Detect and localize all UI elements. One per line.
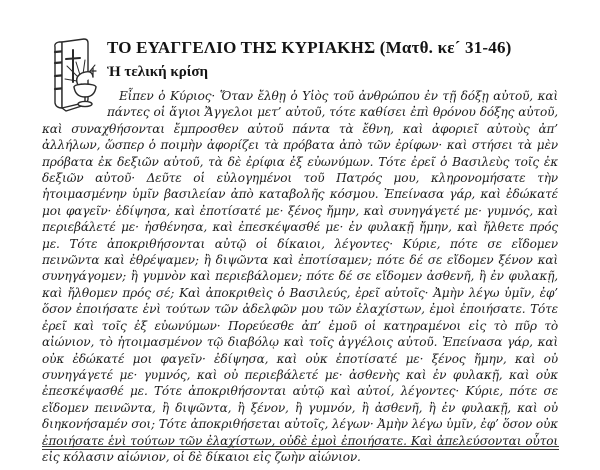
gospel-text: Εἶπεν ὁ Κύριος· Ὅταν ἔλθῃ ὁ Υἱὸς τοῦ ἀνθρώπου ἐν τῇ δόξῃ αὐτοῦ, καὶ πάντες οἱ ἅγιοι Ἄγγελοι μετ’ αὐτοῦ, τότε καθίσει ἐπὶ θρόνου δόξης αὐτοῦ, καὶ συναχθήσονται ἔμπροσθεν αὐτοῦ πάντα τὰ ἔθνη, καὶ ἀφοριεῖ αὐτοὺς ἀπ’ ἀλλήλων, ὥσπερ ὁ ποιμὴν ἀφορίζει τὰ πρόβατα ἀπὸ τῶν ἐρίφων· καὶ στήσει τὰ μὲν πρόβατα ἐκ δεξιῶν αὐτοῦ, τὰ δὲ ἐρίφια ἐξ εὐωνύμων. Τότε ἐρεῖ ὁ Βασιλεὺς τοῖς ἐκ δεξιῶν αὐτοῦ· Δεῦτε οἱ εὐλογημένοι τοῦ Πατρός μου, κληρονομήσατε τὴν ἡτοιμασμένην ὑμῖν βασιλείαν ἀπὸ καταβολῆς κόσμου. Ἐπείνασα γάρ, καὶ ἐδώκατέ μοι φαγεῖν· ἐδίψησα, καὶ ἐποτίσατέ με· ξένος ἤμην, καὶ συνηγάγετέ με· γυμνός, καὶ περιεβάλετέ με· ἠσθένησα, καὶ ἐπεσκέψασθέ με· ἐν φυλακῇ ἤμην, καὶ ἤλθετε πρός με. Τότε ἀποκριθήσονται αὐτῷ οἱ δίκαιοι, λέγοντες· Κύριε, πότε σε εἴδομεν πεινῶντα καὶ ἐθρέψαμεν; ἢ διψῶντα καὶ ἐποτίσαμεν; πότε δέ σε εἴδομεν ξένον καὶ συνηγάγομεν; ἢ γυμνὸν καὶ περιεβάλομεν; πότε δέ σε εἴδομεν ἀσθενῆ, ἢ ἐν φυλακῇ, καὶ ἤλθομεν πρός σέ; Καὶ ἀποκριθεὶς ὁ Βασιλεύς, ἐρεῖ αὐτοῖς· Ἀμὴν λέγω ὑμῖν, ἐφ’ ὅσον ἐποιήσατε ἑνὶ τούτων τῶν ἀδελφῶν μου τῶν ἐλαχίστων, ἐμοὶ ἐποιήσατε. Τότε ἐρεῖ καὶ τοῖς ἐξ εὐωνύμων· Πορεύεσθε ἀπ’ ἐμοῦ οἱ κατηραμένοι εἰς τὸ πῦρ τὸ αἰώνιον, τὸ ἡτοιμασμένον τῷ διαβόλῳ καὶ τοῖς ἀγγέλοις αὐτοῦ. Ἐπείνασα γάρ, καὶ οὐκ ἐδώκατέ μοι φαγεῖν· ἐδίψησα, καὶ οὐκ ἐποτίσατέ με· ξένος ἤμην, καὶ οὐ συνηγάγετέ με· γυμνός, καὶ οὐ περιεβάλετέ με· ἀσθενὴς καὶ ἐν φυλακῇ, καὶ οὐκ ἐπεσκέψασθέ με. Τότε ἀποκριθήσονται αὐτῷ καὶ αὐτοί, λέγοντες· Κύριε, πότε σε εἴδομεν πεινῶντα, ἢ διψῶντα, ἢ ξένον, ἢ γυμνόν, ἢ ἀσθενῆ, ἢ ἐν φυλακῇ, καὶ οὐ διηκονήσαμέν σοι; Τότε ἀποκριθήσεται αὐτοῖς, λέγων· Ἀμὴν λέγω ὑμῖν, ἐφ’ ὅσον οὐκ ἐποιήσατε ἑνὶ τούτων τῶν ἐλαχίστων, οὐδὲ ἐμοὶ ἐποιήσατε. Καὶ ἀπελεύσονται οὗτοι εἰς κόλασιν αἰώνιον, οἱ δὲ δίκαιοι εἰς ζωὴν αἰώνιον. — [42, 89, 558, 464]
gospel-book-and-vigil-lamp-icon — [48, 37, 98, 115]
bottom-double-rule — [42, 446, 559, 450]
page-subtitle: Ἡ τελική κρίση — [107, 64, 209, 80]
page-title: ΤΟ ΕΥΑΓΓΕΛΙΟ ΤΗΣ ΚΥΡΙΑΚΗΣ (Ματθ. κε´ 31-46) — [107, 38, 512, 57]
